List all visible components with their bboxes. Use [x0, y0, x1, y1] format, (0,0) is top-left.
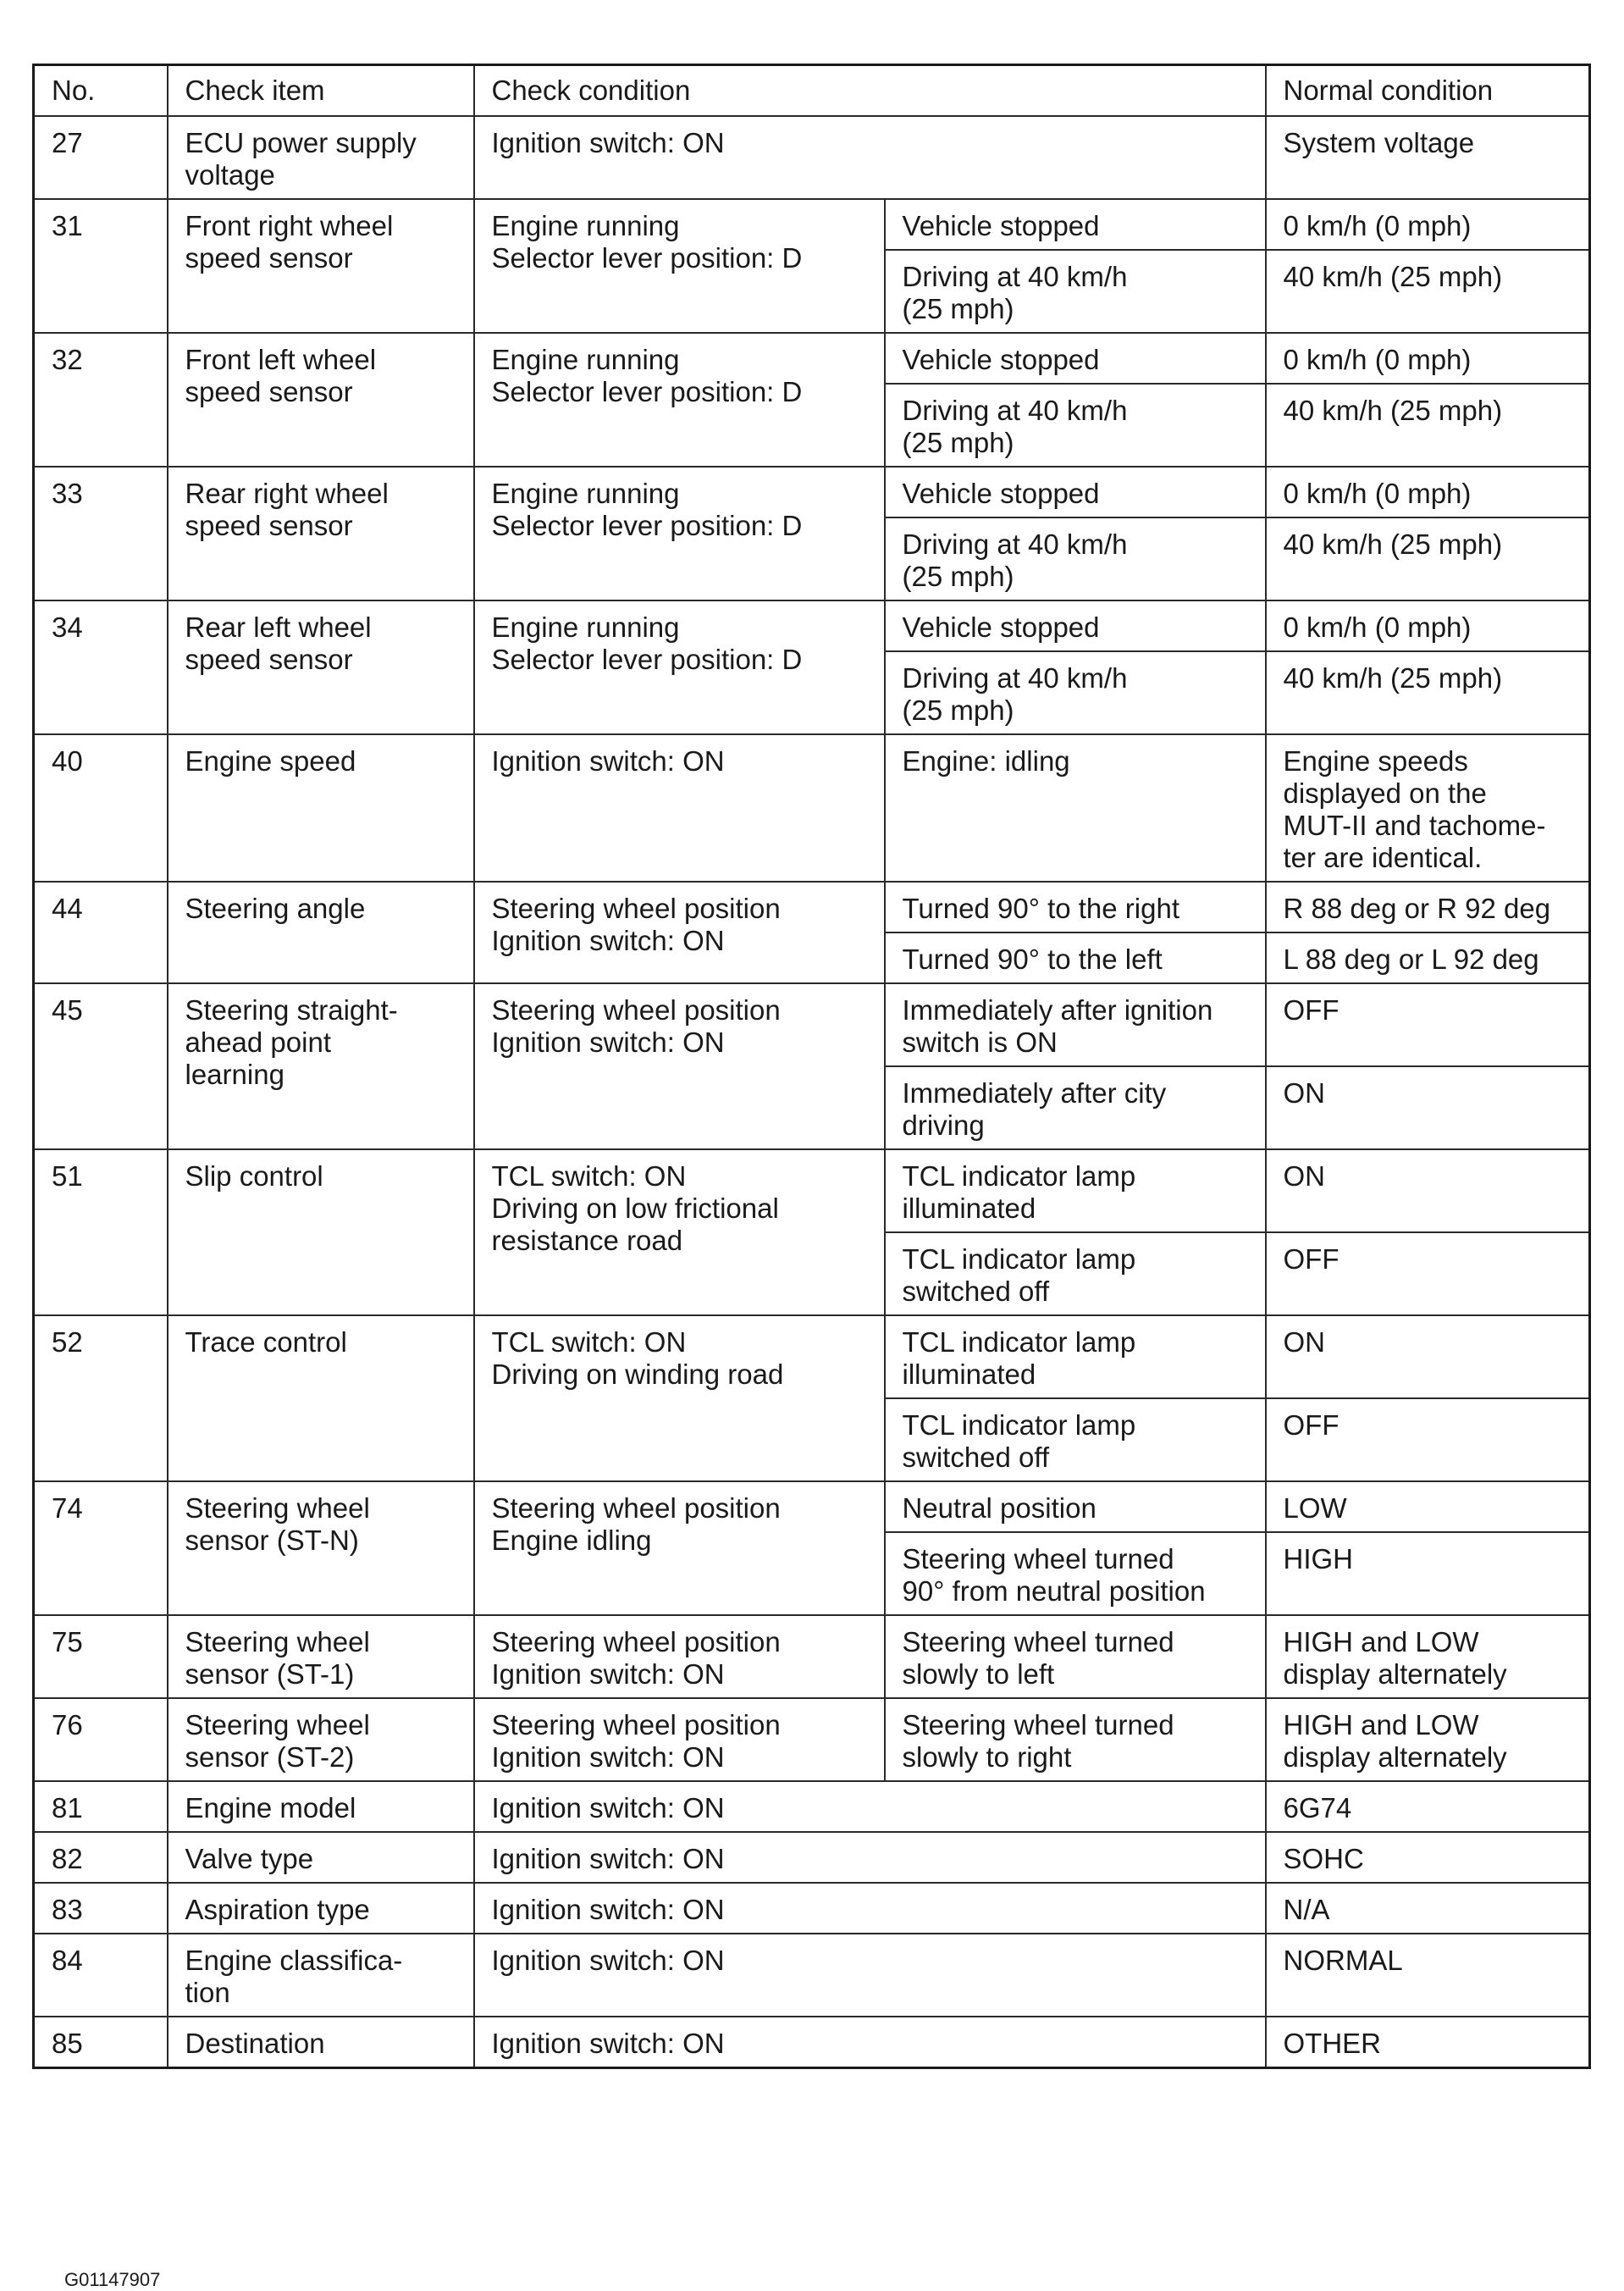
- cell-line: N/A: [1283, 1894, 1330, 1925]
- cell-sub-condition: [885, 250, 1266, 333]
- table-row: [34, 2017, 1590, 2068]
- cell-normal-condition: [1266, 199, 1590, 250]
- cell-line: TCL indicator lamp: [902, 1326, 1136, 1358]
- cell-sub-condition: [885, 1066, 1266, 1149]
- cell-line: TCL switch: ON: [491, 1326, 687, 1358]
- cell-check-item: [168, 1481, 474, 1615]
- cell-no: 31: [34, 199, 168, 333]
- cell-normal-condition: [1266, 250, 1590, 333]
- cell-sub-condition: [885, 1615, 1266, 1698]
- cell-line: Driving at 40 km/h: [902, 662, 1128, 694]
- cell-sub-condition: [885, 1315, 1266, 1398]
- cell-line: switched off: [902, 1442, 1050, 1473]
- cell-normal-condition: [1266, 600, 1590, 651]
- cell-sub-condition: [885, 882, 1266, 932]
- cell-check-item: [168, 1149, 474, 1315]
- cell-no: 33: [34, 467, 168, 600]
- cell-line: TCL switch: ON: [491, 1160, 687, 1192]
- table-row: [34, 199, 1590, 250]
- cell-sub-condition: [885, 1698, 1266, 1781]
- cell-normal-condition: [1266, 651, 1590, 734]
- cell-line: Engine: idling: [902, 745, 1070, 777]
- cell-line: Driving on low frictional: [491, 1193, 779, 1224]
- cell-line: Destination: [185, 2028, 325, 2059]
- cell-check-condition: [474, 1481, 885, 1615]
- cell-line: Engine speed: [185, 745, 356, 777]
- cell-line: learning: [185, 1059, 284, 1090]
- cell-line: driving: [902, 1110, 985, 1141]
- cell-line: Selector lever position: D: [491, 242, 803, 274]
- cell-line: Engine model: [185, 1792, 356, 1823]
- table-row: [34, 882, 1590, 932]
- cell-sub-condition: [885, 1149, 1266, 1232]
- cell-normal-condition: [1266, 1532, 1590, 1615]
- cell-check-item: [168, 467, 474, 600]
- figure-code: G01147907: [64, 2269, 161, 2290]
- cell-normal-condition: [1266, 1615, 1590, 1698]
- cell-line: Trace control: [185, 1326, 347, 1358]
- cell-line: voltage: [185, 159, 275, 191]
- cell-normal-condition: [1266, 734, 1590, 882]
- cell-line: 0 km/h (0 mph): [1283, 611, 1472, 643]
- cell-line: Selector lever position: D: [491, 644, 803, 675]
- cell-line: OFF: [1283, 1243, 1340, 1275]
- cell-check-condition: [474, 1934, 1266, 2017]
- table-row: [34, 1149, 1590, 1232]
- cell-sub-condition: [885, 199, 1266, 250]
- cell-line: 40 km/h (25 mph): [1283, 395, 1503, 426]
- cell-line: switched off: [902, 1276, 1050, 1307]
- cell-check-condition: [474, 1615, 885, 1698]
- cell-line: display alternately: [1283, 1658, 1507, 1690]
- cell-line: ter are identical.: [1283, 842, 1483, 873]
- cell-line: Vehicle stopped: [902, 611, 1100, 643]
- cell-line: 90° from neutral position: [902, 1575, 1206, 1607]
- cell-line: SOHC: [1283, 1843, 1364, 1874]
- cell-normal-condition: [1266, 1934, 1590, 2017]
- cell-line: TCL indicator lamp: [902, 1160, 1136, 1192]
- cell-line: Slip control: [185, 1160, 323, 1192]
- cell-line: 40 km/h (25 mph): [1283, 528, 1503, 560]
- cell-sub-condition: [885, 1481, 1266, 1532]
- cell-normal-condition: [1266, 333, 1590, 384]
- cell-check-item: [168, 983, 474, 1149]
- cell-line: Engine idling: [491, 1525, 652, 1556]
- cell-line: Steering wheel turned: [902, 1709, 1174, 1740]
- cell-line: Neutral position: [902, 1492, 1096, 1524]
- cell-no: 40: [34, 734, 168, 882]
- cell-sub-condition: [885, 333, 1266, 384]
- cell-line: (25 mph): [902, 427, 1014, 458]
- cell-check-item: [168, 1934, 474, 2017]
- cell-line: speed sensor: [185, 510, 353, 541]
- cell-line: Engine running: [491, 210, 680, 241]
- cell-line: Selector lever position: D: [491, 376, 803, 407]
- cell-line: Selector lever position: D: [491, 510, 803, 541]
- cell-check-item: [168, 1698, 474, 1781]
- cell-normal-condition: [1266, 1481, 1590, 1532]
- cell-check-item: [168, 1781, 474, 1832]
- table-body: [34, 116, 1590, 2068]
- cell-no: 83: [34, 1883, 168, 1934]
- cell-check-item: [168, 2017, 474, 2068]
- cell-line: Steering wheel position: [491, 1492, 781, 1524]
- cell-check-item: [168, 116, 474, 199]
- cell-check-condition: [474, 2017, 1266, 2068]
- table-row: [34, 116, 1590, 199]
- cell-line: Driving at 40 km/h: [902, 261, 1128, 292]
- cell-check-condition: [474, 882, 885, 983]
- cell-line: 0 km/h (0 mph): [1283, 478, 1472, 509]
- cell-line: speed sensor: [185, 242, 353, 274]
- cell-normal-condition: [1266, 983, 1590, 1066]
- cell-line: Rear right wheel: [185, 478, 389, 509]
- cell-line: Ignition switch: ON: [491, 127, 725, 158]
- table-row: [34, 983, 1590, 1066]
- cell-normal-condition: [1266, 384, 1590, 467]
- cell-line: speed sensor: [185, 376, 353, 407]
- table-row: [34, 1883, 1590, 1934]
- cell-check-item: [168, 600, 474, 734]
- cell-check-condition: [474, 333, 885, 467]
- cell-sub-condition: [885, 1232, 1266, 1315]
- cell-line: Ignition switch: ON: [491, 1894, 725, 1925]
- cell-line: Steering wheel: [185, 1492, 370, 1524]
- cell-normal-condition: [1266, 932, 1590, 983]
- cell-line: Vehicle stopped: [902, 478, 1100, 509]
- cell-normal-condition: [1266, 2017, 1590, 2068]
- cell-check-item: [168, 1315, 474, 1481]
- cell-line: Steering wheel position: [491, 994, 781, 1026]
- cell-line: NORMAL: [1283, 1945, 1403, 1976]
- table-row: [34, 1934, 1590, 2017]
- cell-check-condition: [474, 600, 885, 734]
- cell-no: 84: [34, 1934, 168, 2017]
- check-table: [32, 64, 1591, 2069]
- cell-line: Steering wheel position: [491, 1626, 781, 1657]
- cell-line: ECU power supply: [185, 127, 417, 158]
- cell-sub-condition: [885, 651, 1266, 734]
- header-normal-condition: Normal condition: [1266, 65, 1590, 117]
- header-row: [34, 65, 1590, 117]
- cell-line: Front right wheel: [185, 210, 394, 241]
- cell-normal-condition: [1266, 882, 1590, 932]
- cell-normal-condition: [1266, 1066, 1590, 1149]
- spec-sheet: [32, 64, 1588, 2290]
- cell-line: LOW: [1283, 1492, 1347, 1524]
- cell-line: Steering wheel position: [491, 893, 781, 924]
- cell-line: illuminated: [902, 1359, 1036, 1390]
- table-row: [34, 333, 1590, 384]
- cell-line: L 88 deg or L 92 deg: [1283, 944, 1539, 975]
- cell-check-condition: [474, 1315, 885, 1481]
- cell-line: Ignition switch: ON: [491, 1027, 725, 1058]
- cell-line: Vehicle stopped: [902, 344, 1100, 375]
- cell-normal-condition: [1266, 1698, 1590, 1781]
- cell-check-item: [168, 333, 474, 467]
- cell-check-condition: [474, 1832, 1266, 1883]
- cell-sub-condition: [885, 384, 1266, 467]
- cell-check-item: [168, 1832, 474, 1883]
- cell-sub-condition: [885, 734, 1266, 882]
- cell-line: HIGH and LOW: [1283, 1709, 1479, 1740]
- cell-check-condition: [474, 1698, 885, 1781]
- table-row: [34, 1781, 1590, 1832]
- table-row: [34, 600, 1590, 651]
- cell-sub-condition: [885, 1398, 1266, 1481]
- cell-line: sensor (ST-2): [185, 1741, 355, 1773]
- cell-line: TCL indicator lamp: [902, 1409, 1136, 1441]
- table-row: [34, 467, 1590, 517]
- cell-no: 85: [34, 2017, 168, 2068]
- cell-check-condition: [474, 1149, 885, 1315]
- cell-line: Steering straight-: [185, 994, 398, 1026]
- header-check-item: Check item: [168, 65, 474, 117]
- cell-line: Driving on winding road: [491, 1359, 784, 1390]
- cell-normal-condition: [1266, 1149, 1590, 1232]
- cell-line: Engine speeds: [1283, 745, 1468, 777]
- cell-line: slowly to right: [902, 1741, 1072, 1773]
- cell-sub-condition: [885, 517, 1266, 600]
- cell-line: Driving at 40 km/h: [902, 528, 1128, 560]
- cell-line: Engine running: [491, 478, 680, 509]
- cell-line: Turned 90° to the right: [902, 893, 1180, 924]
- cell-line: Steering wheel: [185, 1709, 370, 1740]
- cell-check-condition: [474, 983, 885, 1149]
- cell-check-condition: [474, 1883, 1266, 1934]
- cell-line: 6G74: [1283, 1792, 1352, 1823]
- cell-line: Steering wheel turned: [902, 1543, 1174, 1574]
- cell-normal-condition: [1266, 1315, 1590, 1398]
- cell-line: sensor (ST-N): [185, 1525, 359, 1556]
- cell-line: Steering wheel turned: [902, 1626, 1174, 1657]
- cell-line: TCL indicator lamp: [902, 1243, 1136, 1275]
- cell-no: 27: [34, 116, 168, 199]
- cell-line: Ignition switch: ON: [491, 925, 725, 956]
- cell-no: 44: [34, 882, 168, 983]
- cell-normal-condition: [1266, 116, 1590, 199]
- cell-sub-condition: [885, 467, 1266, 517]
- cell-line: Rear left wheel: [185, 611, 372, 643]
- cell-sub-condition: [885, 600, 1266, 651]
- cell-line: ON: [1283, 1326, 1325, 1358]
- cell-line: displayed on the: [1283, 778, 1487, 809]
- cell-check-item: [168, 882, 474, 983]
- cell-line: (25 mph): [902, 293, 1014, 324]
- cell-line: Turned 90° to the left: [902, 944, 1163, 975]
- cell-line: 0 km/h (0 mph): [1283, 210, 1472, 241]
- header-no: No.: [34, 65, 168, 117]
- cell-line: Steering wheel: [185, 1626, 370, 1657]
- cell-check-condition: [474, 734, 885, 882]
- cell-line: Immediately after city: [902, 1077, 1167, 1109]
- cell-no: 81: [34, 1781, 168, 1832]
- cell-check-condition: [474, 199, 885, 333]
- cell-no: 75: [34, 1615, 168, 1698]
- cell-line: OFF: [1283, 994, 1340, 1026]
- cell-line: Engine running: [491, 344, 680, 375]
- cell-line: Steering angle: [185, 893, 366, 924]
- cell-line: Vehicle stopped: [902, 210, 1100, 241]
- cell-line: sensor (ST-1): [185, 1658, 355, 1690]
- cell-line: Valve type: [185, 1843, 314, 1874]
- cell-line: speed sensor: [185, 644, 353, 675]
- cell-line: Ignition switch: ON: [491, 1843, 725, 1874]
- cell-no: 52: [34, 1315, 168, 1481]
- cell-line: Steering wheel position: [491, 1709, 781, 1740]
- cell-line: Ignition switch: ON: [491, 1945, 725, 1976]
- cell-no: 51: [34, 1149, 168, 1315]
- table-row: [34, 1832, 1590, 1883]
- cell-normal-condition: [1266, 517, 1590, 600]
- cell-check-condition: [474, 1781, 1266, 1832]
- cell-line: Engine classifica-: [185, 1945, 403, 1976]
- cell-check-item: [168, 1615, 474, 1698]
- cell-normal-condition: [1266, 1232, 1590, 1315]
- cell-no: 32: [34, 333, 168, 467]
- table-row: [34, 1615, 1590, 1698]
- cell-line: Engine running: [491, 611, 680, 643]
- cell-line: System voltage: [1283, 127, 1475, 158]
- cell-line: HIGH: [1283, 1543, 1353, 1574]
- cell-line: MUT-II and tachome-: [1283, 810, 1546, 841]
- cell-line: ON: [1283, 1077, 1325, 1109]
- cell-check-condition: [474, 116, 1266, 199]
- cell-no: 82: [34, 1832, 168, 1883]
- cell-line: 40 km/h (25 mph): [1283, 261, 1503, 292]
- cell-line: Driving at 40 km/h: [902, 395, 1128, 426]
- cell-line: illuminated: [902, 1193, 1036, 1224]
- cell-no: 76: [34, 1698, 168, 1781]
- cell-line: 40 km/h (25 mph): [1283, 662, 1503, 694]
- cell-line: (25 mph): [902, 561, 1014, 592]
- cell-line: ahead point: [185, 1027, 331, 1058]
- cell-line: ON: [1283, 1160, 1325, 1192]
- cell-line: (25 mph): [902, 694, 1014, 726]
- cell-line: HIGH and LOW: [1283, 1626, 1479, 1657]
- cell-normal-condition: [1266, 1832, 1590, 1883]
- cell-line: Ignition switch: ON: [491, 1792, 725, 1823]
- cell-check-item: [168, 734, 474, 882]
- cell-sub-condition: [885, 1532, 1266, 1615]
- cell-normal-condition: [1266, 1398, 1590, 1481]
- cell-line: Ignition switch: ON: [491, 2028, 725, 2059]
- cell-line: OTHER: [1283, 2028, 1381, 2059]
- cell-normal-condition: [1266, 1883, 1590, 1934]
- cell-line: slowly to left: [902, 1658, 1055, 1690]
- cell-line: OFF: [1283, 1409, 1340, 1441]
- cell-check-item: [168, 199, 474, 333]
- cell-line: R 88 deg or R 92 deg: [1283, 893, 1551, 924]
- cell-line: 0 km/h (0 mph): [1283, 344, 1472, 375]
- cell-line: switch is ON: [902, 1027, 1058, 1058]
- cell-normal-condition: [1266, 467, 1590, 517]
- cell-line: display alternately: [1283, 1741, 1507, 1773]
- cell-check-condition: [474, 467, 885, 600]
- cell-no: 74: [34, 1481, 168, 1615]
- table-row: [34, 1698, 1590, 1781]
- table-row: [34, 734, 1590, 882]
- cell-line: tion: [185, 1977, 230, 2008]
- cell-line: Ignition switch: ON: [491, 1658, 725, 1690]
- cell-no: 34: [34, 600, 168, 734]
- cell-line: Aspiration type: [185, 1894, 370, 1925]
- table-row: [34, 1315, 1590, 1398]
- cell-line: resistance road: [491, 1225, 683, 1256]
- table-row: [34, 1481, 1590, 1532]
- cell-line: Front left wheel: [185, 344, 377, 375]
- cell-line: Immediately after ignition: [902, 994, 1213, 1026]
- header-check-condition: Check condition: [474, 65, 1266, 117]
- cell-check-item: [168, 1883, 474, 1934]
- cell-sub-condition: [885, 983, 1266, 1066]
- cell-normal-condition: [1266, 1781, 1590, 1832]
- cell-no: 45: [34, 983, 168, 1149]
- cell-sub-condition: [885, 932, 1266, 983]
- cell-line: Ignition switch: ON: [491, 745, 725, 777]
- cell-line: Ignition switch: ON: [491, 1741, 725, 1773]
